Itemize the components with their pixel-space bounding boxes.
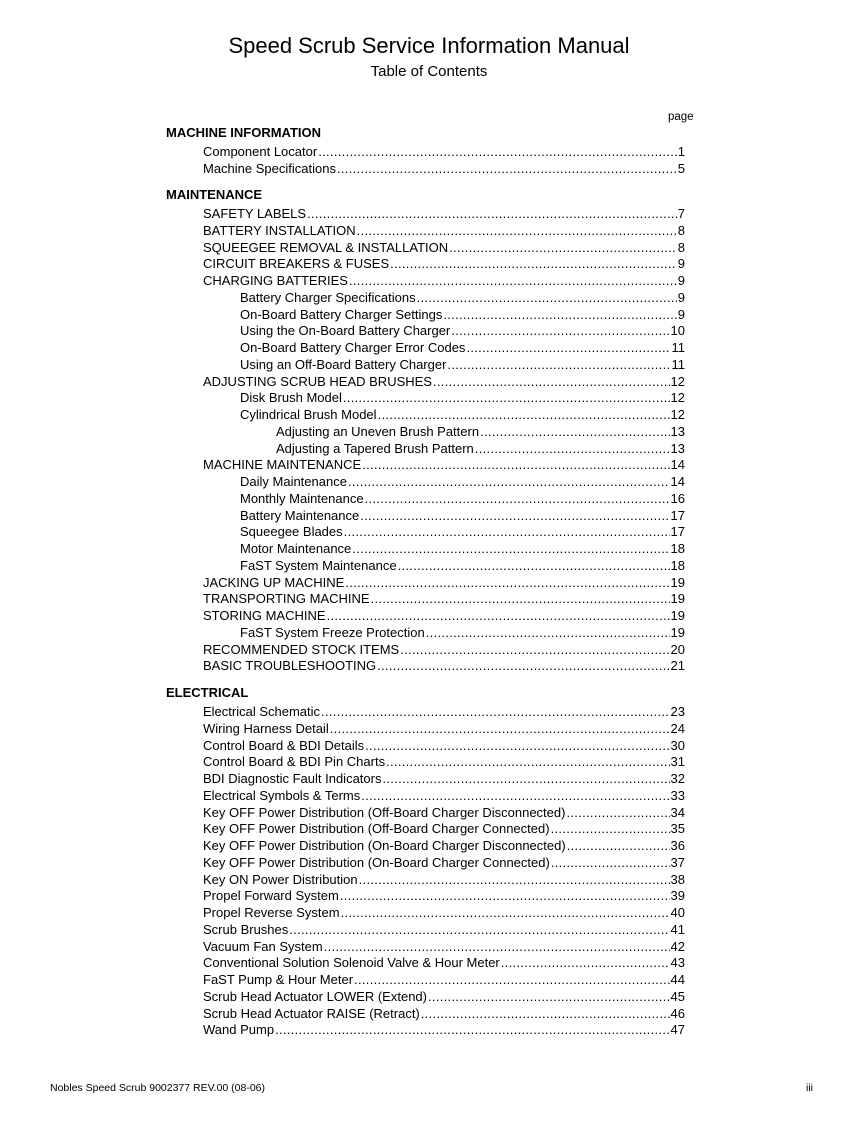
toc-entry-title: Key OFF Power Distribution (Off-Board Charger Disconnected): [203, 804, 566, 820]
toc-entry[interactable]: [203, 921, 685, 938]
toc-entry-page: 20: [670, 641, 685, 657]
toc-entry[interactable]: [240, 406, 685, 423]
toc-entry[interactable]: [240, 389, 685, 406]
toc-entry-title: JACKING UP MACHINE: [203, 574, 345, 590]
toc-entry[interactable]: [203, 1005, 685, 1022]
section-heading: MAINTENANCE: [166, 187, 263, 202]
toc-entry[interactable]: [203, 205, 685, 222]
toc-entry-title: BASIC TROUBLESHOOTING: [203, 658, 377, 674]
toc-entry[interactable]: [203, 641, 685, 658]
toc-entry-page: 11: [671, 356, 685, 372]
toc-entry-page: 18: [670, 557, 685, 573]
toc-entry[interactable]: [203, 720, 685, 737]
toc-entry-title: TRANSPORTING MACHINE: [203, 591, 370, 607]
toc-entry-title: Monthly Maintenance: [240, 490, 364, 506]
toc-entry-page: 12: [670, 390, 685, 406]
dot-leader: [318, 143, 677, 160]
toc-entry-page: 41: [670, 921, 685, 937]
dot-leader: [386, 753, 669, 770]
toc-entry-title: Key OFF Power Distribution (Off-Board Charger Connected): [203, 821, 550, 837]
dot-leader: [365, 737, 669, 754]
toc-entry-title: Scrub Head Actuator RAISE (Retract): [203, 1005, 420, 1021]
toc-entry-page: 34: [670, 804, 685, 820]
toc-entry-title: Wand Pump: [203, 1022, 275, 1038]
dot-leader: [475, 440, 670, 457]
toc-entry[interactable]: [203, 820, 685, 837]
dot-leader: [449, 239, 677, 256]
toc-entry-title: Propel Forward System: [203, 888, 339, 904]
dot-leader: [566, 804, 669, 821]
toc-entry[interactable]: [240, 356, 685, 373]
toc-entry-title: Machine Specifications: [203, 160, 336, 176]
toc-entry[interactable]: [203, 971, 685, 988]
toc-entry-page: 32: [670, 771, 685, 786]
toc-entry-page: 30: [670, 737, 685, 753]
toc-entry-title: Using the On-Board Battery Charger: [240, 323, 451, 339]
toc-entry[interactable]: [203, 590, 685, 607]
toc-entry-title: Control Board & BDI Pin Charts: [203, 754, 386, 770]
dot-leader: [340, 887, 670, 904]
toc-entry[interactable]: [240, 306, 685, 323]
dot-leader: [327, 607, 670, 624]
toc-entry[interactable]: [203, 373, 685, 390]
dot-leader: [362, 456, 669, 473]
dot-leader: [349, 272, 677, 289]
toc-entry-title: On-Board Battery Charger Settings: [240, 306, 443, 322]
dot-leader: [359, 871, 670, 888]
toc-entry-title: Key ON Power Distribution: [203, 871, 358, 887]
dot-leader: [354, 971, 669, 988]
toc-entry[interactable]: [203, 703, 685, 720]
toc-entry[interactable]: [240, 507, 685, 524]
dot-leader: [400, 641, 669, 658]
toc-entry-title: CIRCUIT BREAKERS & FUSES: [203, 256, 390, 272]
dot-leader: [447, 356, 670, 373]
toc-entry-page: 9: [677, 273, 685, 288]
toc-entry[interactable]: [240, 540, 685, 557]
toc-entry-title: BDI Diagnostic Fault Indicators: [203, 771, 382, 786]
toc-entry[interactable]: [240, 490, 685, 507]
dot-leader: [345, 574, 669, 591]
toc-entry[interactable]: [203, 904, 685, 921]
dot-leader: [341, 904, 670, 921]
toc-entry-title: Disk Brush Model: [240, 390, 342, 406]
toc-entry[interactable]: [203, 239, 685, 256]
toc-entry[interactable]: [203, 837, 685, 854]
toc-entry[interactable]: [276, 423, 685, 440]
dot-leader: [352, 540, 669, 557]
dot-leader: [480, 423, 669, 440]
toc-entry-title: Electrical Symbols & Terms: [203, 787, 361, 803]
dot-leader: [330, 720, 670, 737]
toc-entry-title: Adjusting an Uneven Brush Pattern: [276, 423, 480, 439]
toc-entry-title: Using an Off-Board Battery Charger: [240, 356, 447, 372]
dot-leader: [466, 339, 670, 356]
dot-leader: [398, 557, 670, 574]
toc-entry-page: 17: [670, 524, 685, 540]
toc-entry[interactable]: [203, 753, 685, 770]
toc-entry-title: FaST System Maintenance: [240, 557, 397, 573]
toc-entry-page: 45: [670, 988, 685, 1004]
toc-entry-page: 11: [671, 340, 685, 355]
section-heading: MACHINE INFORMATION: [166, 125, 322, 140]
toc-entry-page: 17: [670, 507, 685, 523]
toc-entry[interactable]: [240, 322, 685, 339]
toc-entry-title: Scrub Brushes: [203, 921, 289, 937]
toc-entry[interactable]: [203, 737, 685, 754]
dot-leader: [451, 322, 669, 339]
toc-entry-title: STORING MACHINE: [203, 608, 326, 623]
dot-leader: [357, 222, 677, 239]
dot-leader: [307, 205, 677, 222]
toc-entry-page: 46: [670, 1005, 685, 1021]
dot-leader: [417, 289, 677, 306]
toc-entry[interactable]: [203, 607, 685, 624]
toc-entry-page: 23: [670, 704, 685, 719]
dot-leader: [378, 406, 670, 423]
toc-entry-title: Cylindrical Brush Model: [240, 407, 377, 422]
toc-entry[interactable]: [240, 473, 685, 490]
dot-leader: [567, 837, 670, 854]
dot-leader: [365, 490, 670, 507]
dot-leader: [275, 1021, 669, 1038]
dot-leader: [551, 820, 670, 837]
toc-entry-title: FaST Pump & Hour Meter: [203, 972, 354, 987]
toc-entry-page: 33: [670, 787, 685, 803]
dot-leader: [371, 590, 670, 607]
toc-entry[interactable]: [203, 887, 685, 904]
toc-entry[interactable]: [203, 456, 685, 473]
toc-entry-page: 19: [670, 574, 685, 590]
toc-entry-title: SAFETY LABELS: [203, 206, 307, 221]
toc-entry-page: 19: [670, 624, 685, 640]
toc-entry-title: Control Board & BDI Details: [203, 737, 365, 753]
dot-leader: [321, 703, 669, 720]
toc-entry[interactable]: [203, 255, 685, 272]
toc-entry-title: RECOMMENDED STOCK ITEMS: [203, 641, 400, 657]
dot-leader: [421, 1005, 670, 1022]
toc-entry-page: 9: [677, 289, 685, 305]
toc-entry-page: 12: [670, 407, 685, 422]
toc-entry-page: 8: [677, 239, 685, 255]
toc-entry[interactable]: [240, 523, 685, 540]
toc-entry[interactable]: [203, 954, 685, 971]
toc-entry-page: 12: [670, 373, 685, 389]
toc-entry-page: 7: [677, 206, 685, 221]
toc-entry-page: 9: [677, 306, 685, 322]
toc-entry-title: FaST System Freeze Protection: [240, 624, 425, 640]
dot-leader: [382, 770, 669, 787]
toc-entry[interactable]: [203, 160, 685, 177]
section-heading: ELECTRICAL: [166, 685, 249, 700]
toc-entry-page: 14: [670, 457, 685, 473]
toc-entry-title: Motor Maintenance: [240, 541, 352, 556]
toc-entry[interactable]: [203, 1021, 685, 1038]
toc-entry-page: 31: [670, 754, 685, 770]
toc-entry[interactable]: [240, 557, 685, 574]
toc-entry-title: Squeegee Blades: [240, 524, 343, 540]
toc-entry[interactable]: [203, 938, 685, 955]
toc-entry-title: Propel Reverse System: [203, 905, 340, 920]
dot-leader: [377, 657, 669, 674]
toc-entry-page: 8: [677, 222, 685, 238]
toc-entry[interactable]: [203, 770, 685, 787]
toc-entry[interactable]: [240, 339, 685, 356]
toc-entry-page: 43: [670, 955, 685, 971]
toc-entry-page: 42: [670, 938, 685, 954]
toc-entry-page: 37: [670, 854, 685, 870]
toc-entry-title: Battery Charger Specifications: [240, 289, 416, 305]
dot-leader: [337, 160, 677, 177]
document-subtitle: Table of Contents: [370, 63, 488, 80]
dot-leader: [443, 306, 676, 323]
toc-entry-page: 13: [670, 423, 685, 439]
dot-leader: [348, 473, 670, 490]
dot-leader: [344, 523, 670, 540]
toc-entry-page: 39: [670, 888, 685, 904]
dot-leader: [428, 988, 670, 1005]
toc-entry[interactable]: [203, 143, 685, 160]
toc-entry-page: 24: [670, 720, 685, 736]
toc-entry[interactable]: [203, 222, 685, 239]
toc-entry-title: BATTERY INSTALLATION: [203, 222, 356, 238]
toc-entry-page: 38: [670, 871, 685, 887]
toc-entry-title: Scrub Head Actuator LOWER (Extend): [203, 988, 427, 1004]
toc-entry-title: Conventional Solution Solenoid Valve & Hour Meter: [203, 955, 500, 971]
toc-entry[interactable]: [203, 272, 685, 289]
toc-entry-page: 13: [670, 440, 685, 456]
footer-document-id: Nobles Speed Scrub 9002377 REV.00 (08-06): [50, 1082, 266, 1094]
toc-entry-title: Adjusting a Tapered Brush Pattern: [276, 440, 474, 456]
toc-entry-title: Vacuum Fan System: [203, 938, 323, 954]
toc-entry-title: Key OFF Power Distribution (On-Board Charger Disconnected): [203, 838, 566, 853]
toc-entry-page: 40: [670, 905, 685, 920]
toc-entry-page: 19: [670, 591, 685, 607]
toc-entry[interactable]: [203, 804, 685, 821]
toc-entry[interactable]: [203, 787, 685, 804]
dot-leader: [390, 255, 677, 272]
toc-entry[interactable]: [240, 624, 685, 641]
dot-leader: [361, 787, 669, 804]
toc-entry-title: Wiring Harness Detail: [203, 720, 329, 736]
toc-entry-title: SQUEEGEE REMOVAL & INSTALLATION: [203, 239, 449, 255]
dot-leader: [289, 921, 669, 938]
toc-entry-page: 36: [670, 838, 685, 853]
toc-entry-page: 14: [670, 474, 685, 489]
toc-entry-page: 19: [670, 608, 685, 623]
toc-entry-page: 18: [670, 541, 685, 556]
toc-entry-title: Electrical Schematic: [203, 704, 321, 719]
dot-leader: [551, 854, 670, 871]
toc-entry[interactable]: [203, 871, 685, 888]
toc-entry-title: Battery Maintenance: [240, 507, 360, 523]
toc-entry-page: 5: [677, 160, 685, 176]
toc-entry[interactable]: [203, 574, 685, 591]
dot-leader: [343, 389, 670, 406]
toc-entry[interactable]: [203, 657, 685, 674]
toc-entry-page: 16: [670, 490, 685, 506]
document-title: Speed Scrub Service Information Manual: [228, 33, 630, 58]
dot-leader: [360, 507, 669, 524]
toc-entry[interactable]: [203, 988, 685, 1005]
toc-entry-title: On-Board Battery Charger Error Codes: [240, 340, 466, 355]
toc-entry-title: MACHINE MAINTENANCE: [203, 457, 362, 473]
toc-entry-page: 35: [670, 821, 685, 837]
toc-entry[interactable]: [240, 289, 685, 306]
page-column-label: page: [668, 111, 694, 123]
toc-entry-page: 44: [670, 972, 685, 987]
toc-entry[interactable]: [203, 854, 685, 871]
toc-entry-page: 21: [670, 658, 685, 674]
footer-page-number: iii: [806, 1082, 813, 1094]
dot-leader: [426, 624, 670, 641]
toc-entry-title: Daily Maintenance: [240, 474, 347, 489]
dot-leader: [433, 373, 670, 390]
toc-entry-page: 47: [670, 1022, 685, 1038]
toc-entry-title: Component Locator: [203, 144, 318, 159]
toc-entry-title: ADJUSTING SCRUB HEAD BRUSHES: [203, 373, 432, 389]
dot-leader: [324, 938, 670, 955]
toc-entry-page: 9: [677, 256, 685, 272]
toc-entry[interactable]: [276, 440, 685, 457]
toc-entry-page: 10: [670, 323, 685, 339]
toc-entry-title: Key OFF Power Distribution (On-Board Charger Connected): [203, 854, 550, 870]
toc-entry-title: CHARGING BATTERIES: [203, 273, 348, 288]
toc-entry-page: 1: [677, 144, 685, 159]
dot-leader: [501, 954, 670, 971]
